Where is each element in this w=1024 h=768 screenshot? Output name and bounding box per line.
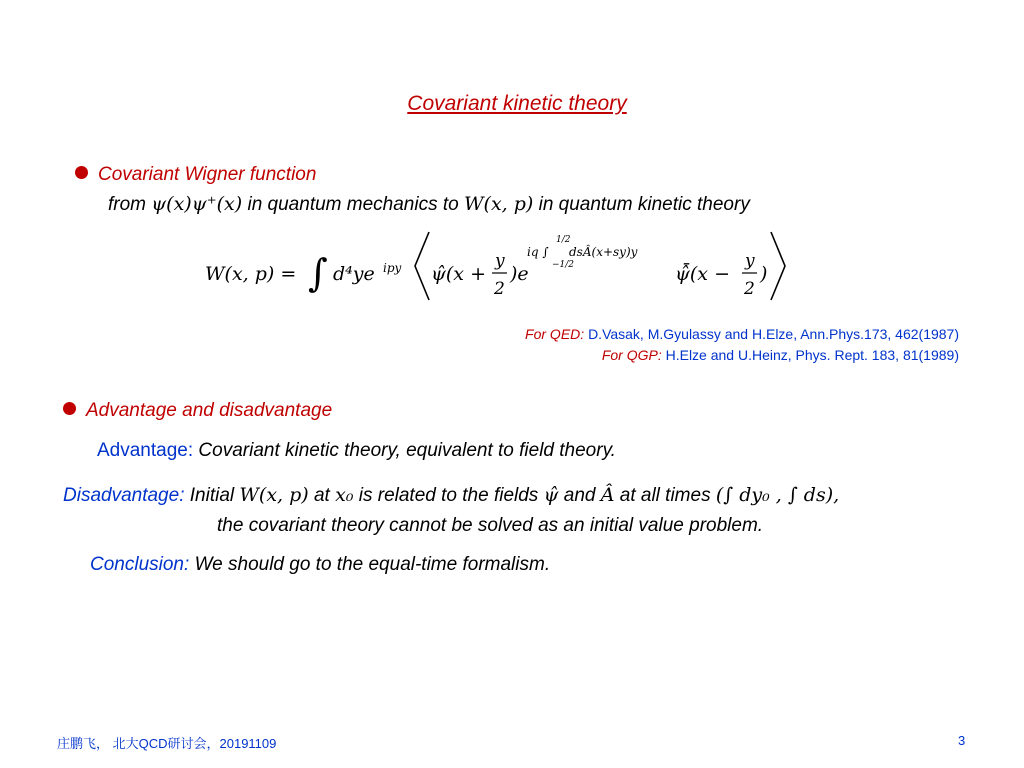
disadvantage-t3: is related to the fields [358,485,539,506]
formula-close-e: )e [510,263,529,285]
disadvantage-t4: and [563,485,596,506]
bullet-icon [63,402,76,415]
psi-expression: ψ(x)ψ⁺(x) [151,193,243,215]
formula-upper-limit: 1/2 [556,235,571,245]
formula-two-den: 2 [494,279,505,299]
conclusion-line [90,554,550,576]
wigner-formula [205,228,795,304]
advantage-label: Advantage: [97,440,194,461]
from-line [108,193,750,216]
from-end-text: in quantum kinetic theory [538,194,750,215]
section-heading-wigner-text: Covariant Wigner function [98,164,317,185]
bullet-icon [75,166,88,179]
section-heading-wigner [75,164,316,186]
disadvantage-w: W(x, p) [239,484,309,506]
section-heading-advantage [63,400,332,422]
w-expression: W(x, p) [464,193,534,215]
formula-close2: ) [760,263,768,285]
page-number: 3 [958,733,966,748]
disadvantage-integrals: (∫ dy₀ , ∫ ds), [715,484,840,506]
reference-qed-text: D.Vasak, M.Gyulassy and H.Elze, Ann.Phys.173, 462(1987) [588,326,959,342]
integral-sign: ∫ [308,251,328,295]
reference-qgp [602,347,959,363]
disadvantage-psi: ψ̂ [543,484,559,506]
formula-exp-main: iq ∫ [527,245,549,259]
formula-y-num: y [495,251,505,271]
disadvantage-x0: x₀ [335,484,354,506]
formula-lhs: W(x, p) = [205,263,297,285]
formula-y-num2: y [745,251,755,271]
reference-qed-label: For QED: [525,326,585,342]
from-mid-text: in quantum mechanics to [247,194,459,215]
advantage-line [97,440,616,462]
section-heading-advantage-text: Advantage and disadvantage [86,400,333,421]
disadvantage-t2: at [313,485,330,506]
formula-psi-hat: ψ̂(x + [431,263,486,285]
left-angle-bracket [415,232,429,300]
advantage-text: Covariant kinetic theory, equivalent to field theory. [198,440,616,461]
disadvantage-line2: the covariant theory cannot be solved as an initial value problem. [217,515,764,536]
disadvantage-a: Â [600,484,615,506]
reference-qed [525,326,959,342]
slide-title: Covariant kinetic theory [407,92,627,115]
reference-qgp-label: For QGP: [601,347,662,363]
formula-lower-limit: −1/2 [552,260,575,270]
footer-author: 庄鹏飞， 北大QCD研讨会，20191109 [57,736,277,751]
right-angle-bracket [771,232,785,300]
formula-measure: d⁴ye [333,263,375,285]
formula-two-den2: 2 [744,279,755,299]
disadvantage-label: Disadvantage: [63,485,185,506]
wigner-formula-svg [205,228,795,304]
formula-psi-bar-hat: ψ̂̄(x − [675,263,730,285]
disadvantage-t5: at all times [619,485,711,506]
reference-qgp-text: H.Elze and U.Heinz, Phys. Rept. 183, 81(1989) [665,347,959,363]
formula-exp-tail: dsÂ(x+sy)y [569,245,638,259]
conclusion-label: Conclusion: [90,554,190,575]
disadvantage-line [63,484,839,507]
conclusion-text: We should go to the equal-time formalism. [194,554,551,575]
disadvantage-t1: Initial [189,485,235,506]
formula-exp-ipy: ipy [383,261,402,275]
from-word: from [108,194,146,215]
